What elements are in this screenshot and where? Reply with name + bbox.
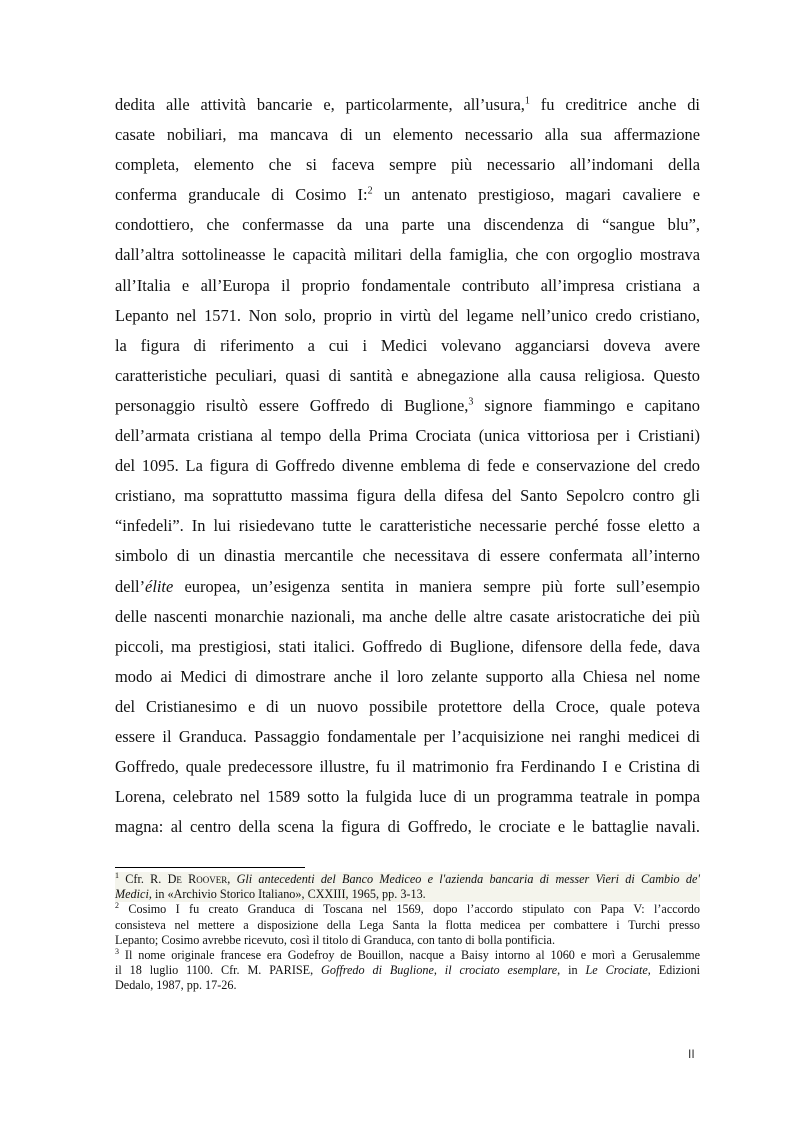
- footnote-ref-3[interactable]: 3: [468, 396, 474, 408]
- body-line: Lorena, celebrato nel 1589 sotto la fulgida luce di un programma teatrale in pompa: [115, 787, 700, 807]
- footnote-number: 2: [115, 901, 119, 911]
- body-line: simbolo di un dinastia mercantile che necessitava di essere confermata all’interno: [115, 546, 700, 566]
- italic-term: élite: [145, 576, 174, 596]
- body-line: Lepanto nel 1571. Non solo, proprio in virtù del legame nell’unico credo cristiano,: [115, 305, 700, 325]
- body-line: “infedeli”. In lui risiedevano tutte le caratteristiche necessarie perché fosse eletto a: [115, 516, 700, 536]
- footnote-line: Lepanto; Cosimo avrebbe ricevuto, così il titolo di Granduca, con tanto di bolla pontificia.: [115, 932, 555, 947]
- footnote-line: Medici, in «Archivio Storico Italiano», CXXIII, 1965, pp. 3-13.: [115, 887, 426, 902]
- body-line: dedita alle attività bancarie e, particolarmente, all’usura,$^1$ fu creditrice anche di: [115, 95, 700, 114]
- body-line: essere il Granduca. Passaggio fondamentale per l’acquisizione nei ranghi medicei di: [115, 726, 700, 746]
- body-line: delle nascenti monarchie nazionali, ma anche delle altre casate aristocratiche dei più: [115, 606, 700, 626]
- body-line: dall’altra sottolineasse le capacità militari della famiglia, che con orgoglio mostrava: [115, 245, 700, 265]
- footnote-ref-2[interactable]: 2: [367, 185, 373, 197]
- body-line: dell’élite europea, un’esigenza sentita in maniera sempre più forte sull’esempio: [115, 576, 700, 596]
- body-line: all’Italia e all’Europa il proprio fondamentale contributo all’impresa cristiana a: [115, 275, 700, 295]
- footnote-line: $^1$ Cfr. R. De Roover, Gli antecedenti del Banco Mediceo e l'azienda bancaria di messer Vieri di Cambio de': [115, 870, 700, 886]
- footnote-ref-1[interactable]: 1: [524, 95, 530, 107]
- footnote-line: consisteva nel mettere a disposizione della Lega Santa la flotta medicea per combattere i Turchi presso: [115, 917, 700, 932]
- body-line: magna: al centro della scena la figura di Goffredo, le crociate e le battaglie navali.: [115, 817, 700, 837]
- footnote-separator: [115, 867, 305, 868]
- body-line: piccoli, ma prestigiosi, stati italici. Goffredo di Buglione, difensore della fede, dava: [115, 636, 700, 656]
- footnote-1: [115, 872, 700, 902]
- footnote-number: 3: [115, 946, 119, 956]
- body-line: personaggio risultò essere Goffredo di Buglione,$^3$ signore fiammingo e capitano: [115, 395, 700, 415]
- footnote-line: $^3$ Il nome originale francese era Godefroy de Bouillon, nacque a Baisy intorno al 1060 e morì a Gerusalemme: [115, 946, 700, 962]
- footnote-line: Dedalo, 1987, pp. 17-26.: [115, 978, 237, 993]
- footnotes: [115, 872, 700, 994]
- footnote-line: $^2$ Cosimo I fu creato Granduca di Toscana nel 1569, dopo l’accordo stipulato con Papa V: l’accordo: [115, 901, 700, 917]
- body-line: del Cristianesimo e di un nuovo possibile protettore della Croce, quale poteva: [115, 696, 700, 716]
- footnote-line: il 18 luglio 1100. Cfr. M. PARISE, Goffredo di Buglione, il crociato esemplare, in Le Crociate, Edizioni: [115, 963, 700, 978]
- body-text: [115, 90, 700, 842]
- body-line: modo ai Medici di dimostrare anche il loro zelante supporto alla Chiesa nel nome: [115, 666, 700, 686]
- body-line: Goffredo, quale predecessore illustre, fu il matrimonio fra Ferdinando I e Cristina di: [115, 757, 700, 777]
- body-line: completa, elemento che si faceva sempre più necessario all’indomani della: [115, 155, 700, 175]
- footnote-2: [115, 902, 700, 948]
- body-line: condottiero, che confermasse da una parte una discendenza di “sangue blu”,: [115, 215, 700, 235]
- body-line: la figura di riferimento a cui i Medici volevano agganciarsi doveva avere: [115, 335, 700, 355]
- body-line: conferma granducale di Cosimo I:$^2$ un antenato prestigioso, magari cavaliere e: [115, 185, 700, 205]
- body-line: caratteristiche peculiari, quasi di santità e abnegazione alla causa religiosa. Questo: [115, 365, 700, 385]
- page-number: II: [688, 1047, 695, 1061]
- body-line: casate nobiliari, ma mancava di un elemento necessario alla sua affermazione: [115, 125, 700, 145]
- body-line: dell’armata cristiana al tempo della Prima Crociata (unica vittoriosa per i Cristiani): [115, 426, 700, 446]
- footnote-number: 1: [115, 870, 119, 880]
- body-line: del 1095. La figura di Goffredo divenne emblema di fede e conservazione del credo: [115, 456, 700, 476]
- body-line: cristiano, ma soprattutto massima figura della difesa del Santo Sepolcro contro gli: [115, 486, 700, 506]
- footnote-3: [115, 948, 700, 994]
